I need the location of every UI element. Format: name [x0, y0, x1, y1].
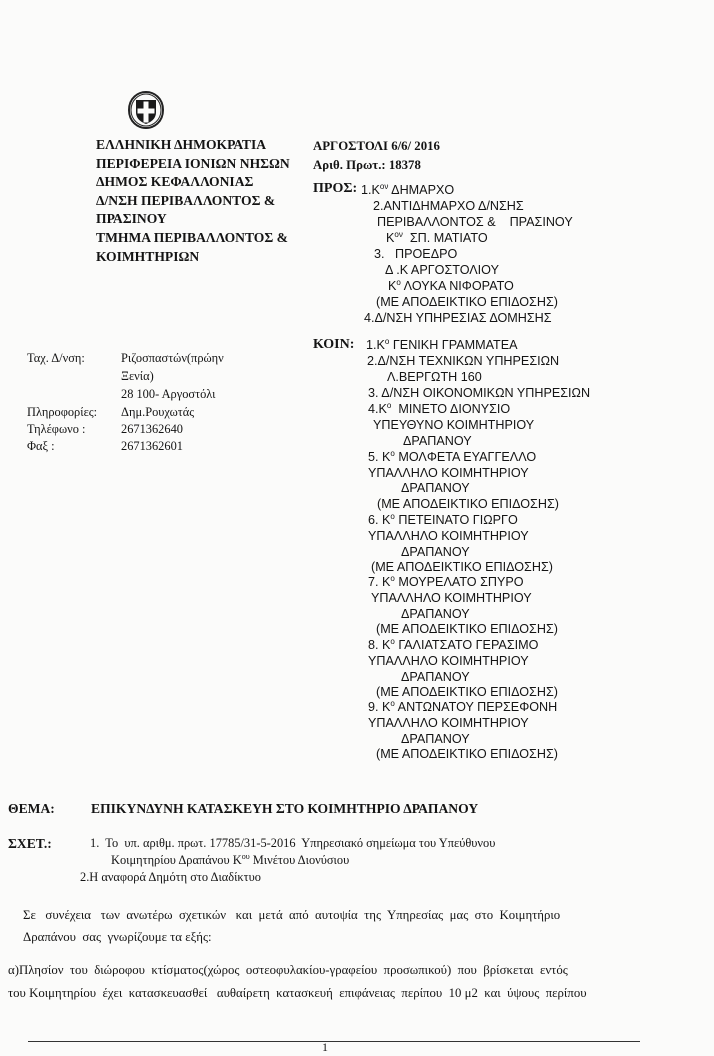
- to-line: $1.K^{o\nu}$ ΔΗΜΑΡΧΟ: [361, 181, 455, 197]
- koin-line: Λ.ΒΕΡΓΩΤΗ 160: [387, 370, 482, 384]
- footer-rule: [28, 1041, 640, 1042]
- koin-line: ΔΡΑΠΑΝΟΥ: [401, 607, 470, 621]
- koin-line: 5. $K^o$ ΜΟΛΦΕΤΑ ΕΥΑΓΓΕΛΛΟ: [368, 448, 537, 464]
- koin-line: ΥΠΑΛΛΗΛΟ ΚΟΙΜΗΤΗΡΙΟΥ: [368, 716, 529, 730]
- greek-coat-of-arms-icon: [124, 88, 168, 132]
- address-label: Ταχ. Δ/νση:: [27, 351, 85, 365]
- header-line: ΤΜΗΜΑ ΠΕΡΙΒΑΛΛΟΝΤΟΣ &: [96, 229, 288, 245]
- to-line: $K^{o\nu}$ ΣΠ. ΜΑΤΙΑΤΟ: [386, 229, 488, 245]
- koin-line: (ΜΕ ΑΠΟΔΕΙΚΤΙΚΟ ΕΠΙΔΟΣΗΣ): [376, 685, 558, 699]
- issuer-header: [96, 136, 290, 266]
- subject-label: ΘΕΜΑ:: [8, 801, 55, 816]
- fax-label: Φαξ :: [27, 439, 55, 453]
- koin-line: ΥΠΑΛΛΗΛΟ ΚΟΙΜΗΤΗΡΙΟΥ: [368, 529, 529, 543]
- koin-line: ΥΠΑΛΛΗΛΟ ΚΟΙΜΗΤΗΡΙΟΥ: [368, 654, 529, 668]
- koin-label: ΚΟΙΝ:: [313, 337, 355, 352]
- to-line: 4.Δ/ΝΣΗ ΥΠΗΡΕΣΙΑΣ ΔΟΜΗΣΗΣ: [364, 311, 552, 325]
- koin-line: ΔΡΑΠΑΝΟΥ: [403, 434, 472, 448]
- koin-line: 3. Δ/ΝΣΗ ΟΙΚΟΝΟΜΙΚΩΝ ΥΠΗΡΕΣΙΩΝ: [368, 386, 591, 400]
- koin-line: (ΜΕ ΑΠΟΔΕΙΚΤΙΚΟ ΕΠΙΔΟΣΗΣ): [376, 747, 558, 761]
- body-paragraph-line: Σε συνέχεια των ανωτέρω σχετικών και μετά από αυτοψία της Υπηρεσίας μας στο Κοιμητήριο: [23, 908, 561, 922]
- koin-line: ΔΡΑΠΑΝΟΥ: [401, 670, 470, 684]
- koin-line: ΔΡΑΠΑΝΟΥ: [401, 481, 470, 495]
- koin-line: ΥΠΑΛΛΗΛΟ ΚΟΙΜΗΤΗΡΙΟΥ: [371, 591, 532, 605]
- to-line: Δ .Κ ΑΡΓΟΣΤΟΛΙΟΥ: [385, 263, 499, 277]
- address-line: Ξενία): [121, 369, 154, 383]
- koin-line: 6. $K^o$ ΠΕΤΕΙΝΑΤΟ ΓΙΩΡΓΟ: [368, 511, 518, 527]
- header-line: ΠΡΑΣΙΝΟΥ: [96, 211, 167, 227]
- info-label: Πληροφορίες:: [27, 405, 98, 419]
- koin-line: 2.Δ/ΝΣΗ ΤΕΧΝΙΚΩΝ ΥΠΗΡΕΣΙΩΝ: [367, 354, 560, 368]
- place-date: ΑΡΓΟΣΤΟΛΙ 6/6/ 2016: [313, 139, 440, 153]
- related-item-continued: Κοιμητηρίου Δραπάνου $K^{o\upsilon}$ Μινέτου Διονύσιου: [111, 851, 350, 867]
- page-number: 1: [322, 1040, 328, 1054]
- header-line: ΚΟΙΜΗΤΗΡΙΩΝ: [96, 248, 200, 264]
- info-value: Δημ.Ρουχωτάς: [121, 405, 195, 419]
- koin-line: 7. $K^o$ ΜΟΥΡΕΛΑΤΟ ΣΠΥΡΟ: [368, 573, 524, 589]
- header-line: ΔΗΜΟΣ ΚΕΦΑΛΛΟΝΙΑΣ: [96, 174, 254, 190]
- koin-line: 9. $K^o$ ΑΝΤΩΝΑΤΟΥ ΠΕΡΣΕΦΟΝΗ: [368, 698, 558, 714]
- body-paragraph-line: Δραπάνου σας γνωρίζουμε τα εξής:: [23, 930, 212, 944]
- to-line: (ΜΕ ΑΠΟΔΕΙΚΤΙΚΟ ΕΠΙΔΟΣΗΣ): [376, 295, 558, 309]
- related-item: 1. Το υπ. αριθμ. πρωτ. 17785/31-5-2016 Υπηρεσιακό σημείωμα του Υπεύθυνου: [90, 836, 496, 850]
- phone-label: Τηλέφωνο :: [27, 422, 86, 436]
- address-line: 28 100- Αργοστόλι: [121, 387, 216, 401]
- body-paragraph-line: α)Πλησίον του διώροφου κτίσματος(χώρος οστεοφυλακίου-γραφείου προσωπικού) που βρίσκεται εντός: [8, 963, 568, 977]
- related-label: ΣΧΕΤ.:: [8, 836, 52, 851]
- to-label: ΠΡΟΣ:: [313, 181, 358, 196]
- koin-line: (ΜΕ ΑΠΟΔΕΙΚΤΙΚΟ ΕΠΙΔΟΣΗΣ): [377, 497, 559, 511]
- date-block: [313, 137, 440, 175]
- body-paragraph-line: του Κοιμητηρίου έχει κατασκευασθεί αυθαίρετη κατασκευή επιφάνειας περίπου 10 μ2 και ύψους περίπου: [8, 986, 587, 1000]
- to-line: $K^o$ ΛΟΥΚΑ ΝΙΦΟΡΑΤΟ: [388, 277, 514, 293]
- to-line: 3. ΠΡΟΕΔΡΟ: [374, 247, 458, 261]
- koin-line: $1.K^o$ ΓΕΝΙΚΗ ΓΡΑΜΜΑΤΕΑ: [366, 336, 518, 352]
- koin-line: ΥΠΕΥΘΥΝΟ ΚΟΙΜΗΤΗΡΙΟΥ: [373, 418, 535, 432]
- fax-value: 2671362601: [121, 439, 183, 453]
- header-line: Δ/ΝΣΗ ΠΕΡΙΒΑΛΛΟΝΤΟΣ &: [96, 192, 276, 208]
- header-line: ΕΛΛΗΝΙΚΗ ΔΗΜΟΚΡΑΤΙΑ: [96, 137, 267, 152]
- koin-line: ΥΠΑΛΛΗΛΟ ΚΟΙΜΗΤΗΡΙΟΥ: [368, 466, 529, 480]
- koin-line: 8. $K^o$ ΓΑΛΙΑΤΣΑΤΟ ΓΕΡΑΣΙΜΟ: [368, 636, 539, 652]
- header-line: ΠΕΡΙΦΕΡΕΙΑ ΙΟΝΙΩΝ ΝΗΣΩΝ: [96, 155, 290, 171]
- koin-line: (ΜΕ ΑΠΟΔΕΙΚΤΙΚΟ ΕΠΙΔΟΣΗΣ): [376, 622, 558, 636]
- to-line: ΠΕΡΙΒΑΛΛΟΝΤΟΣ & ΠΡΑΣΙΝΟΥ: [377, 215, 573, 229]
- subject-text: ΕΠΙΚΥΝΔΥΝΗ ΚΑΤΑΣΚΕΥΗ ΣΤΟ ΚΟΙΜΗΤΗΡΙΟ ΔΡΑΠΑΝΟΥ: [91, 801, 479, 816]
- koin-line: $4.K^o$ ΜΙΝΕΤΟ ΔΙΟΝΥΣΙΟ: [368, 400, 511, 416]
- koin-line: ΔΡΑΠΑΝΟΥ: [401, 545, 470, 559]
- protocol-number: Αριθ. Πρωτ.: 18378: [313, 158, 421, 172]
- koin-line: (ΜΕ ΑΠΟΔΕΙΚΤΙΚΟ ΕΠΙΔΟΣΗΣ): [371, 560, 553, 574]
- phone-value: 2671362640: [121, 422, 183, 436]
- address-line: Ριζοσπαστών(πρώην: [121, 351, 224, 365]
- to-line: 2.ΑΝΤΙΔΗΜΑΡΧΟ Δ/ΝΣΗΣ: [373, 199, 524, 213]
- related-item: 2.Η αναφορά Δημότη στο Διαδίκτυο: [80, 870, 261, 884]
- koin-line: ΔΡΑΠΑΝΟΥ: [401, 732, 470, 746]
